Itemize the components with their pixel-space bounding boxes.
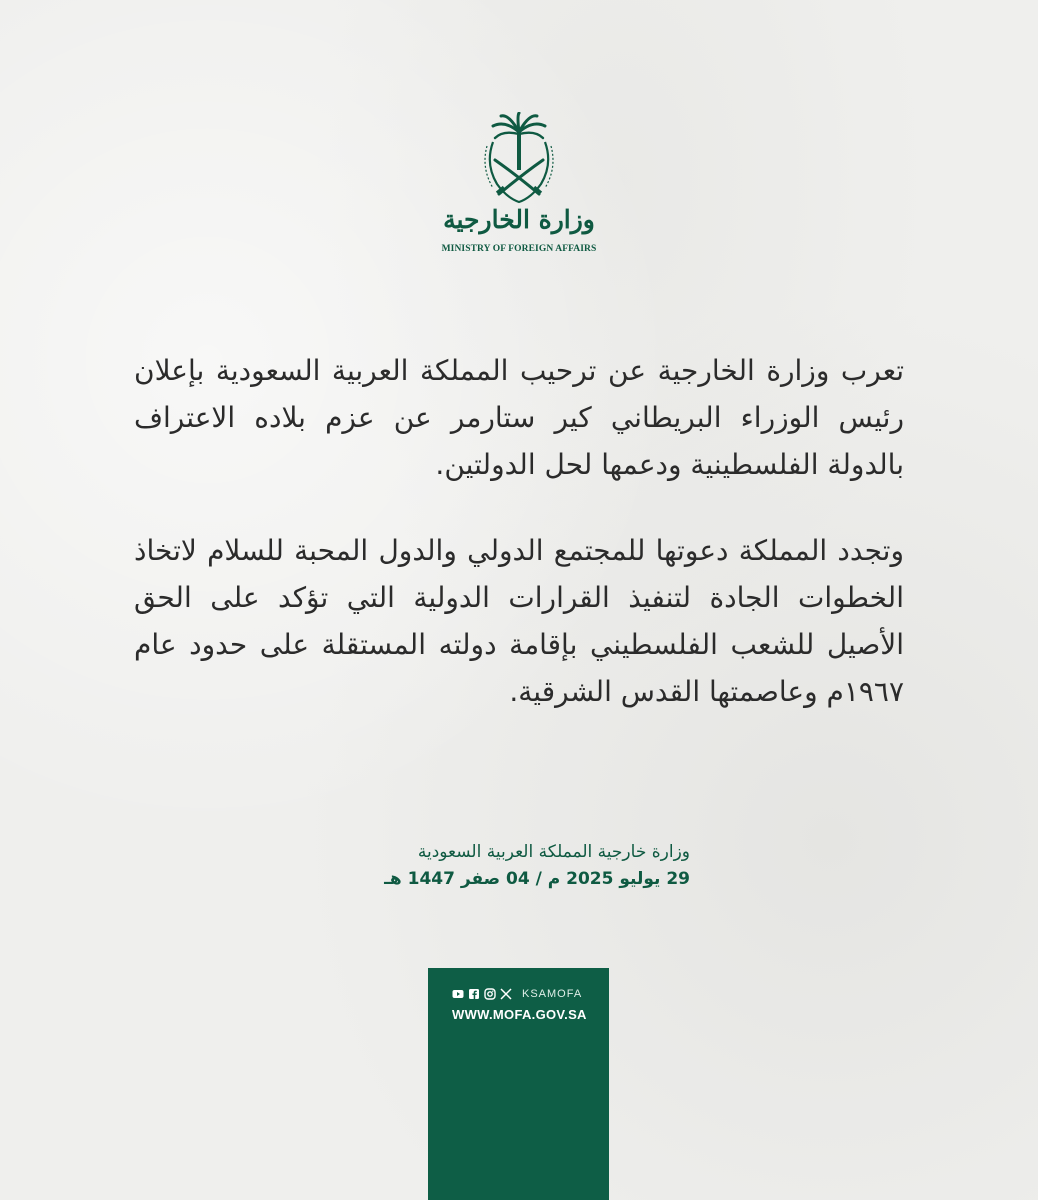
website-link[interactable]: WWW.MOFA.GOV.SA (452, 1007, 587, 1022)
footer-box (428, 968, 609, 1200)
saudi-emblem-icon (479, 112, 559, 208)
statement-paragraph-2: وتجدد المملكة دعوتها للمجتمع الدولي والدول المحبة للسلام لاتخاذ الخطوات الجادة لتنفيذ القرارات الدولية التي تؤكد على الحق الأصيل للشعب الفلسطيني بإقامة دولته المستقلة على حدود عام ١٩٦٧م وعاصمتها القدس الشرقية. (134, 534, 904, 708)
x-icon[interactable] (500, 988, 512, 1000)
social-row (452, 987, 592, 1001)
ministry-name-english: MINISTRY OF FOREIGN AFFAIRS (441, 244, 597, 254)
ministry-logo (432, 112, 606, 262)
signature-organization: وزارة خارجية المملكة العربية السعودية (417, 842, 690, 862)
facebook-icon[interactable] (468, 988, 480, 1000)
statement-paragraph-1: تعرب وزارة الخارجية عن ترحيب المملكة العربية السعودية بإعلان رئيس الوزراء البريطاني كير ستارمر عن عزم بلاده الاعتراف بالدولة الفلسطينية ودعمها لحل الدولتين. (134, 354, 904, 481)
instagram-icon[interactable] (484, 988, 496, 1000)
ministry-name-arabic: وزارة الخارجية (443, 205, 595, 234)
signature-date: 29 يوليو 2025 م / 04 صفر 1447 هـ (384, 869, 690, 889)
youtube-icon[interactable] (452, 988, 464, 1000)
social-handle[interactable]: KSAMOFA (522, 988, 583, 1000)
signature-block (300, 840, 690, 894)
